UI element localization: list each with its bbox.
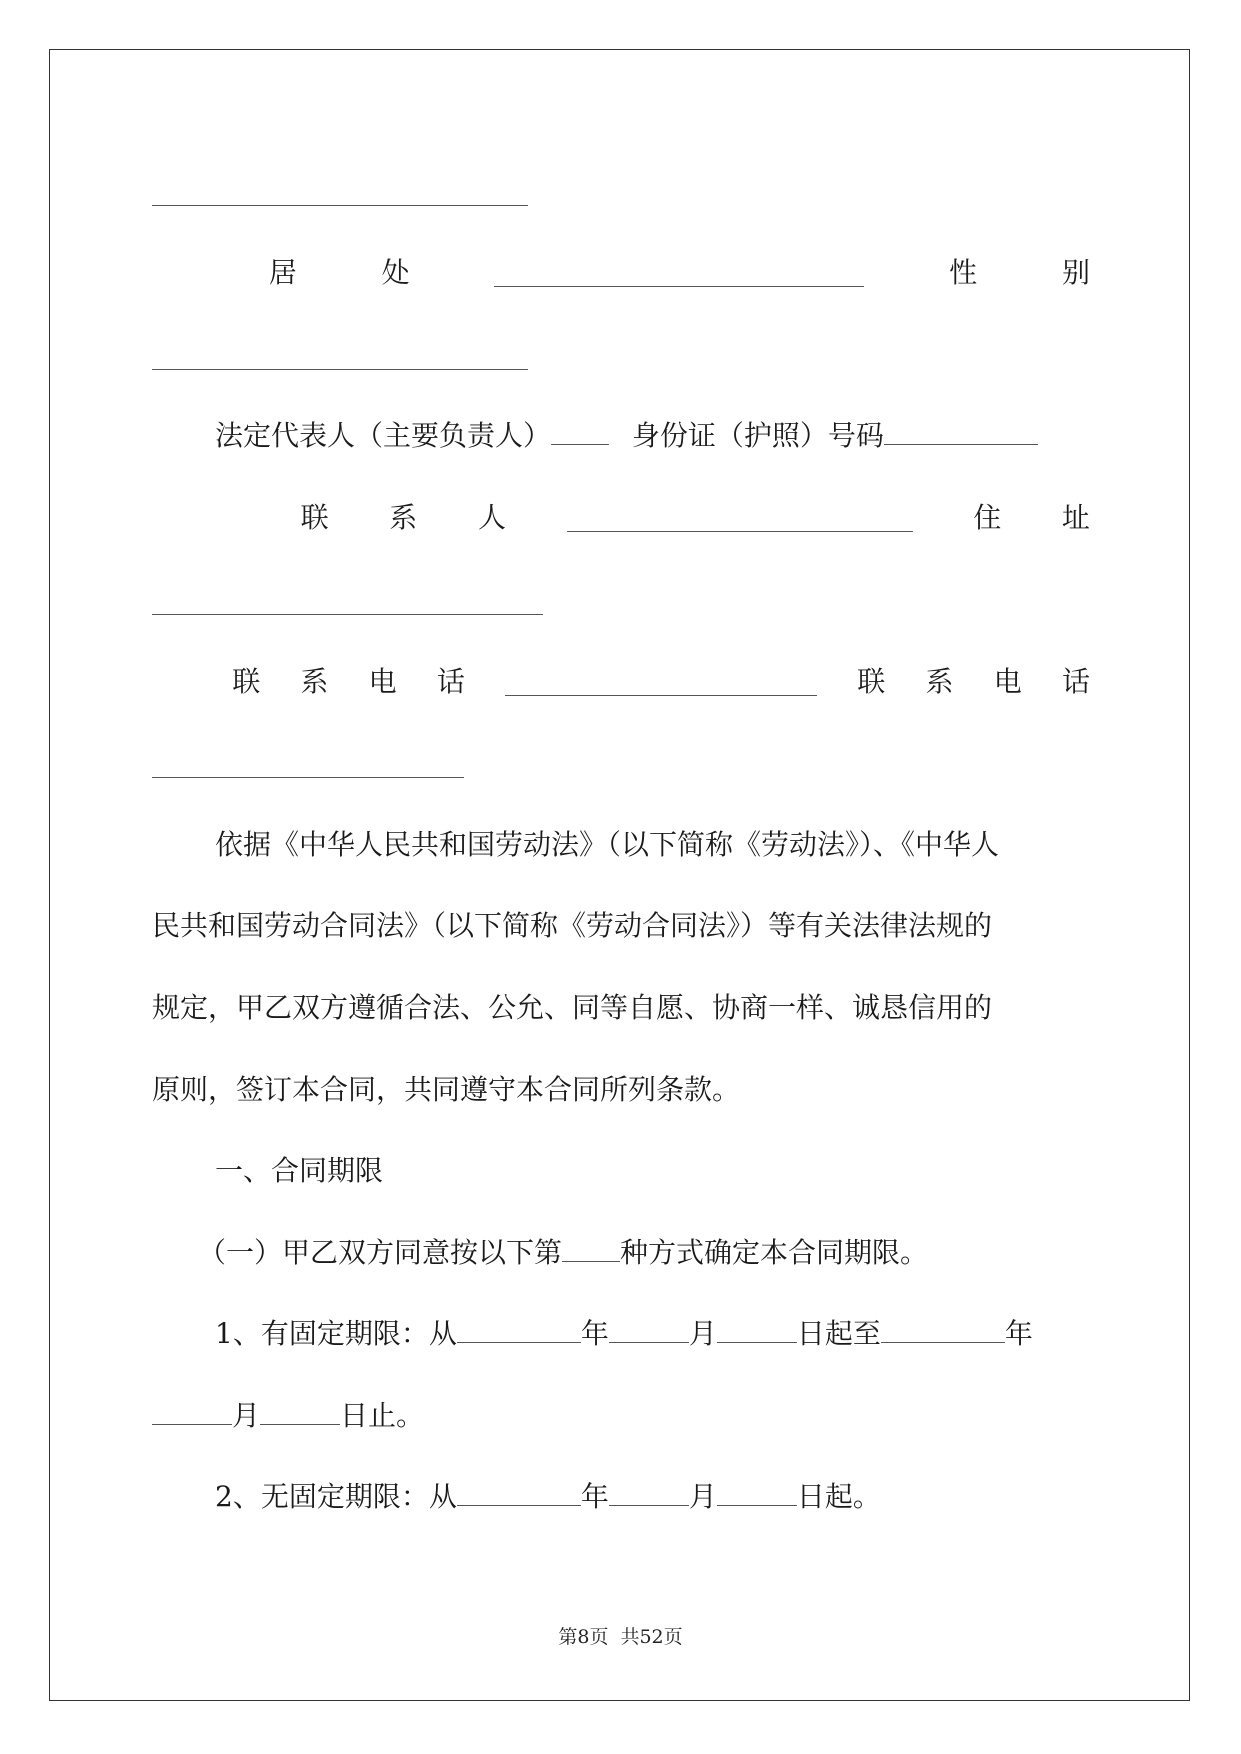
contact-label-b: 系 <box>389 501 418 534</box>
contact-row <box>152 497 1090 539</box>
residence-blank <box>494 260 864 287</box>
page-number: 第8页 <box>558 1626 609 1648</box>
phone2-label-c: 电 <box>993 665 1022 698</box>
legal-rep-blank <box>551 418 609 445</box>
fixed-end-year-blank <box>881 1316 1005 1343</box>
gender-label-a: 性 <box>949 256 978 289</box>
paragraph-text: 依据《中华人民共和国劳动法》（以下简称《劳动法》）、《中华人 <box>215 828 1000 861</box>
clause-1-blank <box>562 1235 620 1262</box>
paragraph-line-2 <box>152 905 1090 947</box>
open-start-month-blank <box>609 1479 689 1506</box>
phone2-label-a: 联 <box>857 665 886 698</box>
fixed-start-month-blank <box>609 1316 689 1343</box>
page-footer <box>0 1622 1241 1649</box>
fixed-day-from-label: 日起至 <box>796 1317 881 1350</box>
fixed-month-label: 月 <box>688 1317 717 1350</box>
open-term-line <box>152 1476 1090 1518</box>
residence-row <box>152 252 1090 294</box>
fixed-end-day-blank <box>260 1398 340 1425</box>
id-number-label: 身份证（护照）号码 <box>631 419 884 452</box>
clause-1-pre: （一）甲乙双方同意按以下第 <box>198 1236 563 1269</box>
phone2-label-d: 话 <box>1061 665 1090 698</box>
paragraph-text: 规定，甲乙双方遵循合法、公允、同等自愿、协商一样、诚恳信用的 <box>152 991 993 1024</box>
open-month-label: 月 <box>688 1480 717 1513</box>
contact-label-a: 联 <box>300 501 329 534</box>
phone-label-a: 联 <box>232 665 261 698</box>
residence-label-b: 处 <box>381 256 410 289</box>
fixed-year-label: 年 <box>580 1317 609 1350</box>
open-start-year-blank <box>457 1479 581 1506</box>
fixed-month2-label: 月 <box>232 1399 261 1432</box>
id-number-blank <box>884 418 1038 445</box>
fixed-term-label: 1、有固定期限：从 <box>215 1317 457 1350</box>
fixed-start-day-blank <box>717 1316 797 1343</box>
fixed-year2-label: 年 <box>1004 1317 1033 1350</box>
legal-rep-label: 法定代表人（主要负责人） <box>215 419 552 452</box>
paragraph-line-4 <box>152 1069 1090 1111</box>
section-title <box>152 1150 1090 1192</box>
page-border <box>49 49 1190 1701</box>
blank-line <box>152 369 528 370</box>
paragraph-line-1 <box>152 824 1090 866</box>
phone-label-b: 系 <box>300 665 329 698</box>
blank-line <box>152 777 464 778</box>
fixed-start-year-blank <box>457 1316 581 1343</box>
phone-row <box>152 661 1090 703</box>
legal-rep-row <box>152 415 1090 457</box>
fixed-term-line <box>152 1313 1090 1355</box>
contact-blank <box>567 505 913 532</box>
address-label-b: 址 <box>1061 501 1090 534</box>
phone2-label-b: 系 <box>925 665 954 698</box>
section-title-text: 一、合同期限 <box>215 1154 384 1187</box>
open-start-day-blank <box>717 1479 797 1506</box>
blank-line <box>152 205 528 206</box>
address-label-a: 住 <box>973 501 1002 534</box>
residence-label-a: 居 <box>268 256 297 289</box>
clause-1-post: 种方式确定本合同期限。 <box>620 1236 929 1269</box>
open-year-label: 年 <box>580 1480 609 1513</box>
paragraph-line-3 <box>152 987 1090 1029</box>
fixed-end-month-blank <box>152 1398 232 1425</box>
open-day-from-label: 日起。 <box>796 1480 881 1513</box>
phone-label-c: 电 <box>368 665 397 698</box>
paragraph-text: 民共和国劳动合同法》（以下简称《劳动合同法》）等有关法律法规的 <box>152 909 993 942</box>
paragraph-text: 原则，签订本合同，共同遵守本合同所列条款。 <box>152 1073 741 1106</box>
phone-label-d: 话 <box>436 665 465 698</box>
gender-label-b: 别 <box>1061 256 1090 289</box>
fixed-term-line-2 <box>152 1395 1090 1437</box>
contact-label-c: 人 <box>477 501 506 534</box>
clause-1 <box>152 1232 1090 1274</box>
blank-line <box>152 614 543 615</box>
page-total: 共52页 <box>620 1626 683 1648</box>
phone-blank <box>505 669 817 696</box>
fixed-day-to-label: 日止。 <box>340 1399 425 1432</box>
open-term-label: 2、无固定期限：从 <box>215 1480 457 1513</box>
